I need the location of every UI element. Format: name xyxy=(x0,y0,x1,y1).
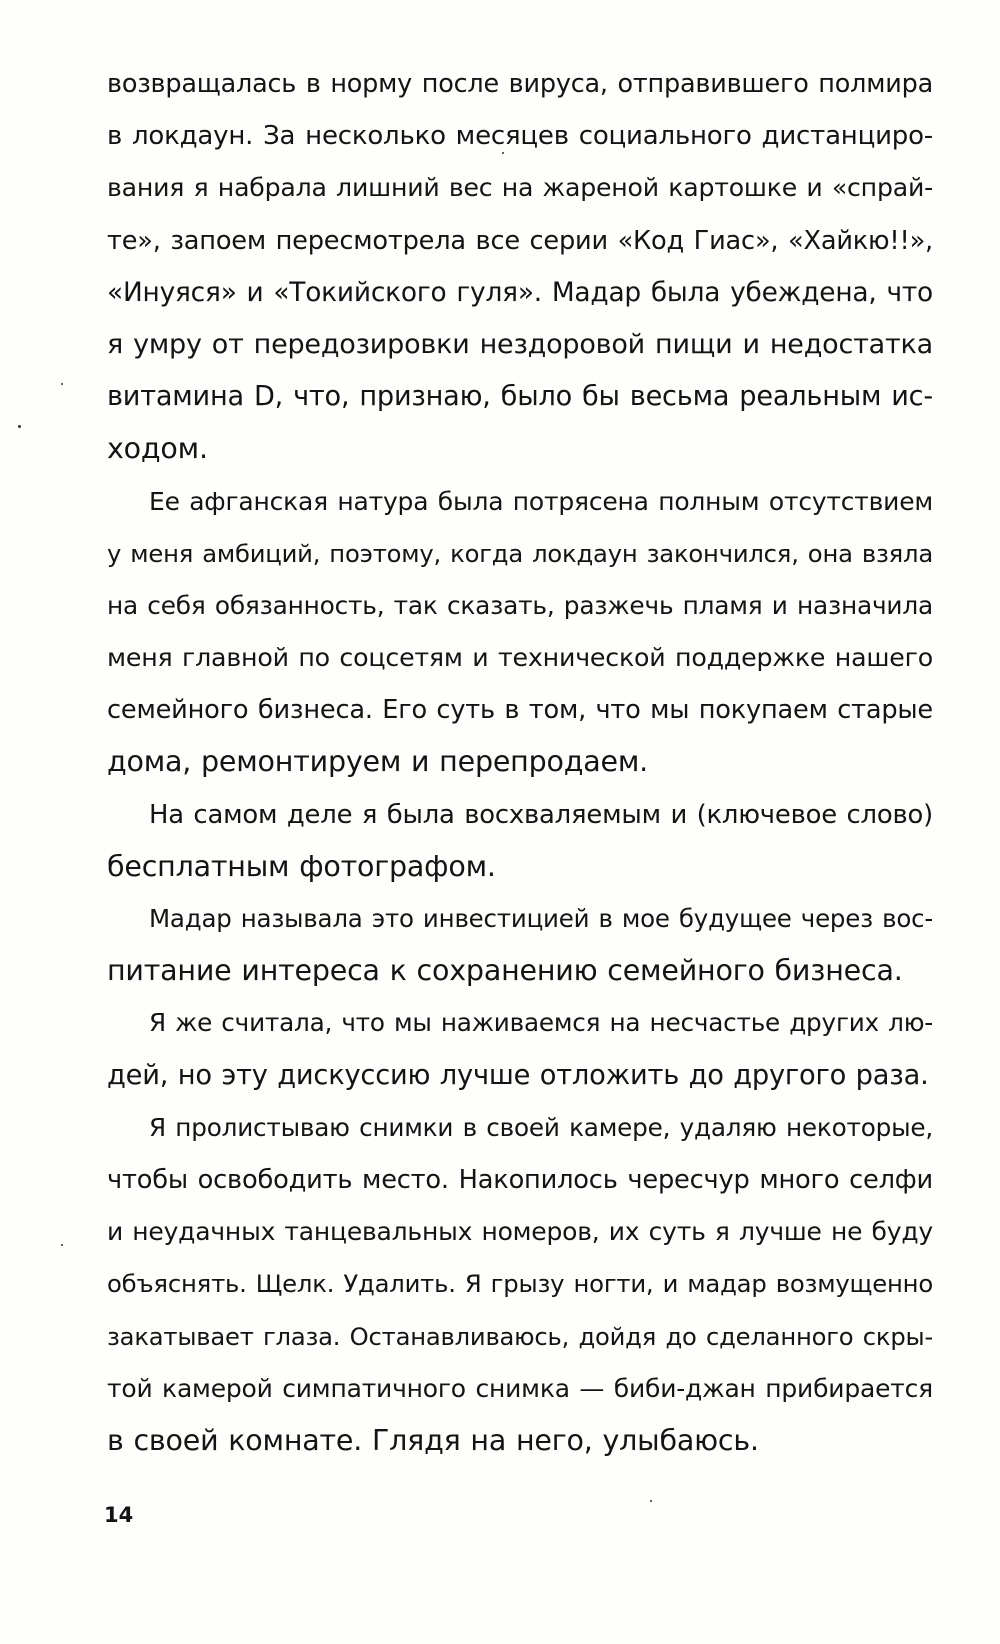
text-line: вания я набрала лишний вес на жареной картошке и «спрай- xyxy=(107,173,933,203)
text-line: семейного бизнеса. Его суть в том, что мы покупаем старые xyxy=(107,695,933,726)
page-number: 14 xyxy=(104,1503,134,1527)
text-line: в локдаун. За несколько месяцев социального дистанциро- xyxy=(107,121,933,152)
text-line: меня главной по соцсетям и технической поддержке нашего xyxy=(107,643,933,673)
text-line: дей, но эту дискуссию лучше отложить до другого раза. xyxy=(107,1059,929,1091)
text-line: чтобы освободить место. Накопилось чересчур много селфи xyxy=(107,1164,933,1195)
text-line: Ее афганская натура была потрясена полным отсутствием xyxy=(149,486,933,516)
text-line: ходом. xyxy=(107,432,208,466)
text-line: витамина D, что, признаю, было бы весьма реальным ис- xyxy=(107,381,933,413)
text-line: Я пролистываю снимки в своей камере, удаляю некоторые, xyxy=(149,1112,933,1142)
text-line: той камерой симпатичного снимка — биби-джан прибирается xyxy=(107,1373,933,1403)
scan-speck xyxy=(502,152,504,154)
text-line: питание интереса к сохранению семейного бизнеса. xyxy=(107,954,903,988)
scan-speck xyxy=(61,1244,63,1246)
text-line: те», запоем пересмотрела все серии «Код Гиас», «Хайкю!!», xyxy=(107,225,933,256)
text-line: в своей комнате. Глядя на него, улыбаюсь. xyxy=(107,1423,759,1457)
text-line: возвращалась в норму после вируса, отправившего полмира xyxy=(107,69,933,99)
scan-speck xyxy=(650,1500,652,1502)
text-line: у меня амбиций, поэтому, когда локдаун закончился, она взяла xyxy=(107,538,933,568)
text-line: «Инуяся» и «Токийского гуля». Мадар была убеждена, что xyxy=(107,276,933,308)
text-line: закатывает глаза. Останавливаюсь, дойдя до сделанного скры- xyxy=(107,1321,933,1351)
text-line: На самом деле я была восхваляемым и (ключевое слово) xyxy=(149,799,933,830)
text-line: дома, ремонтируем и перепродаем. xyxy=(107,745,648,779)
scan-speck xyxy=(18,425,21,428)
text-line: я умру от передозировки нездоровой пищи и недостатка xyxy=(107,328,933,360)
text-line: и неудачных танцевальных номеров, их суть я лучше не буду xyxy=(107,1217,933,1247)
text-line: объяснять. Щелк. Удалить. Я грызу ногти, и мадар возмущенно xyxy=(107,1269,933,1299)
text-line: Мадар называла это инвестицией в мое будущее через вос- xyxy=(149,904,933,933)
text-line: бесплатным фотографом. xyxy=(107,849,496,883)
page-text xyxy=(107,58,933,1467)
text-line: Я же считала, что мы наживаемся на несчастье других лю- xyxy=(149,1008,933,1038)
scan-speck xyxy=(61,383,63,385)
text-line: на себя обязанность, так сказать, разжечь пламя и назначила xyxy=(107,590,933,620)
